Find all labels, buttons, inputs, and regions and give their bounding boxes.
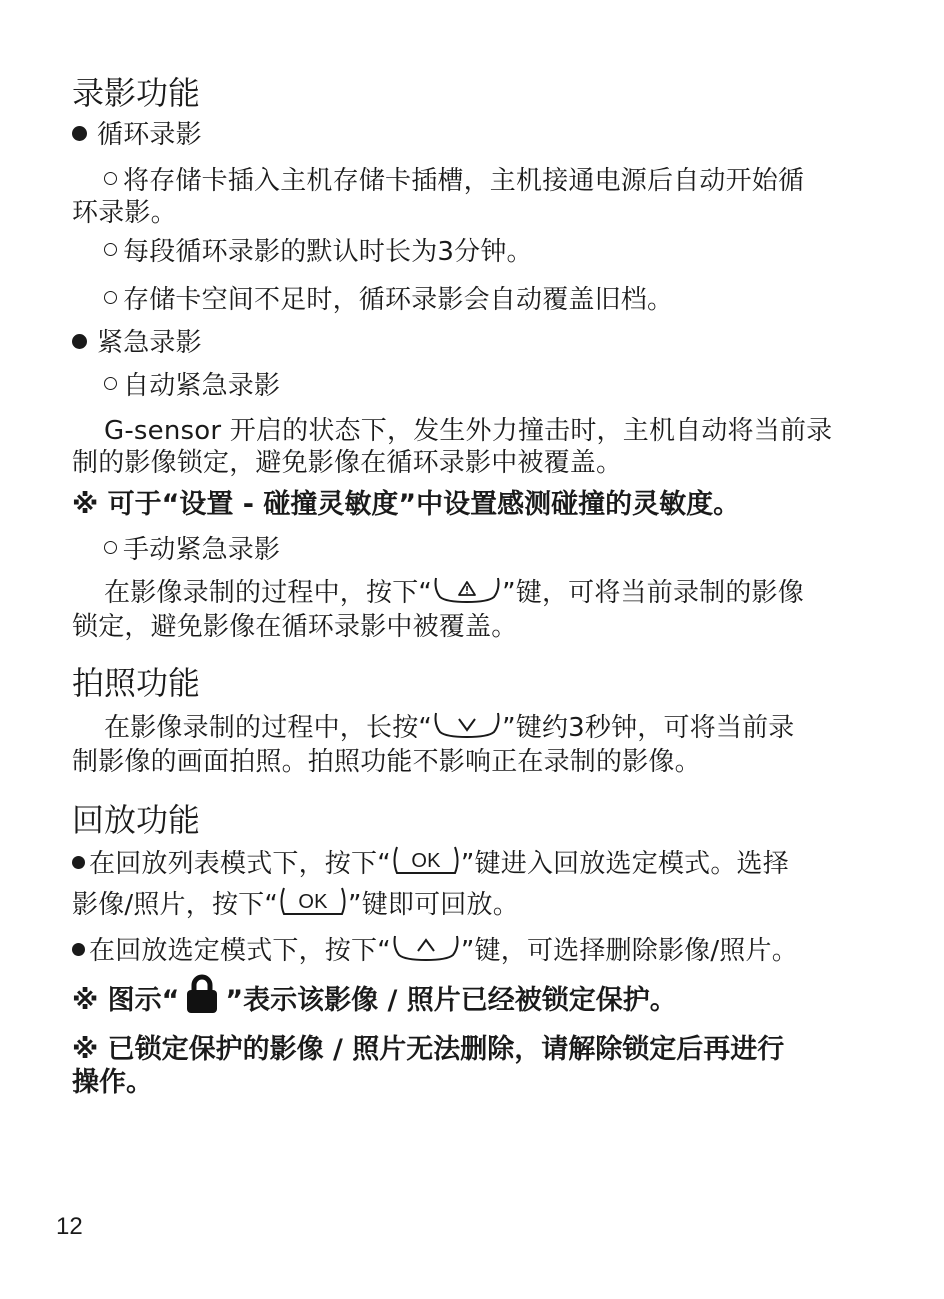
bullet-dot-icon xyxy=(72,856,85,869)
sensitivity-note: ※ 可于“设置 - 碰撞灵敏度”中设置感测碰撞的灵敏度。 xyxy=(72,489,741,520)
delete-note-line-1: ※ 已锁定保护的影像 / 照片无法删除，请解除锁定后再进行 xyxy=(72,1034,785,1065)
playback-b1-text-before: 在回放列表模式下，按下“ xyxy=(89,849,391,879)
hollow-circle-icon xyxy=(104,172,117,185)
photo-line-2: 制影像的画面拍照。拍照功能不影响正在录制的影像。 xyxy=(72,747,701,777)
ok-key xyxy=(391,845,461,877)
bullet-emergency-record xyxy=(72,322,202,359)
bullet-dot-icon xyxy=(72,943,85,956)
section-title-photo: 拍照功能 xyxy=(72,664,201,702)
down-key xyxy=(432,710,502,740)
loop-item-3 xyxy=(104,279,673,316)
loop-record-heading: 循环录影 xyxy=(97,120,202,150)
manual-emergency-title-text: 手动紧急录影 xyxy=(123,535,281,565)
bullet-dot-icon xyxy=(72,334,87,349)
warning-triangle-icon xyxy=(432,575,502,605)
chevron-down-icon xyxy=(432,710,502,740)
playback-b2-text-before: 在回放选定模式下，按下“ xyxy=(89,936,391,966)
ok-key-label: OK xyxy=(298,890,328,913)
playback-b1-text-after: ”键进入回放选定模式。选择 xyxy=(460,849,789,879)
loop-item-3-text: 存储卡空间不足时，循环录影会自动覆盖旧档。 xyxy=(123,285,674,315)
section-title-playback: 回放功能 xyxy=(72,801,201,839)
hollow-circle-icon xyxy=(104,291,117,304)
playback-b1-line2-after: ”键即可回放。 xyxy=(348,890,519,920)
ok-key-icon xyxy=(278,886,348,918)
lock-icon xyxy=(185,974,219,1021)
hollow-circle-icon xyxy=(104,243,117,256)
lock-note-before: ※ 图示“ xyxy=(72,985,180,1016)
playback-bullet-1-line-2 xyxy=(72,884,519,922)
playback-bullet-1-line-1 xyxy=(72,843,789,881)
playback-b2-text-after: ”键，可选择删除影像/照片。 xyxy=(460,936,798,966)
manual-emergency-line-2: 锁定，避免影像在循环录影中被覆盖。 xyxy=(72,612,518,642)
up-key xyxy=(391,933,461,963)
auto-emergency-title-text: 自动紧急录影 xyxy=(123,371,281,401)
ok-key-icon xyxy=(391,845,461,877)
manual-emergency-text-after: ”键，可将当前录制的影像 xyxy=(502,578,804,608)
emergency-key xyxy=(432,575,502,605)
chevron-up-icon xyxy=(391,933,461,963)
section-title-record: 录影功能 xyxy=(72,74,201,112)
loop-item-2 xyxy=(104,231,533,268)
photo-line-1 xyxy=(104,707,795,744)
playback-b1-line2-before: 影像/照片，按下“ xyxy=(72,890,279,920)
auto-emergency-line-1: G-sensor 开启的状态下，发生外力撞击时，主机自动将当前录 xyxy=(104,416,833,446)
manual-emergency-line-1 xyxy=(104,572,804,609)
auto-emergency-title xyxy=(104,365,280,402)
ok-key xyxy=(278,886,348,918)
loop-item-1-line-2: 环录影。 xyxy=(72,198,177,228)
lock-note-after: ”表示该影像 / 照片已经被锁定保护。 xyxy=(225,985,677,1016)
loop-item-2-text: 每段循环录影的默认时长为3分钟。 xyxy=(123,237,533,267)
page-number: 12 xyxy=(56,1213,83,1240)
bullet-loop-record xyxy=(72,114,202,151)
playback-bullet-2 xyxy=(72,930,798,967)
manual-emergency-title xyxy=(104,529,280,566)
lock-note xyxy=(72,978,677,1025)
ok-key-label: OK xyxy=(411,849,441,872)
emergency-record-heading: 紧急录影 xyxy=(97,328,202,358)
photo-text-after: ”键约3秒钟，可将当前录 xyxy=(502,713,795,743)
hollow-circle-icon xyxy=(104,541,117,554)
loop-item-1-line-1 xyxy=(104,160,804,197)
delete-note-line-2: 操作。 xyxy=(72,1067,153,1098)
photo-text-before: 在影像录制的过程中，长按“ xyxy=(104,713,433,743)
bullet-dot-icon xyxy=(72,126,87,141)
auto-emergency-line-2: 制的影像锁定，避免影像在循环录影中被覆盖。 xyxy=(72,448,623,478)
hollow-circle-icon xyxy=(104,377,117,390)
manual-emergency-text-before: 在影像录制的过程中，按下“ xyxy=(104,578,433,608)
loop-item-1-text: 将存储卡插入主机存储卡插槽，主机接通电源后自动开始循 xyxy=(123,166,805,196)
